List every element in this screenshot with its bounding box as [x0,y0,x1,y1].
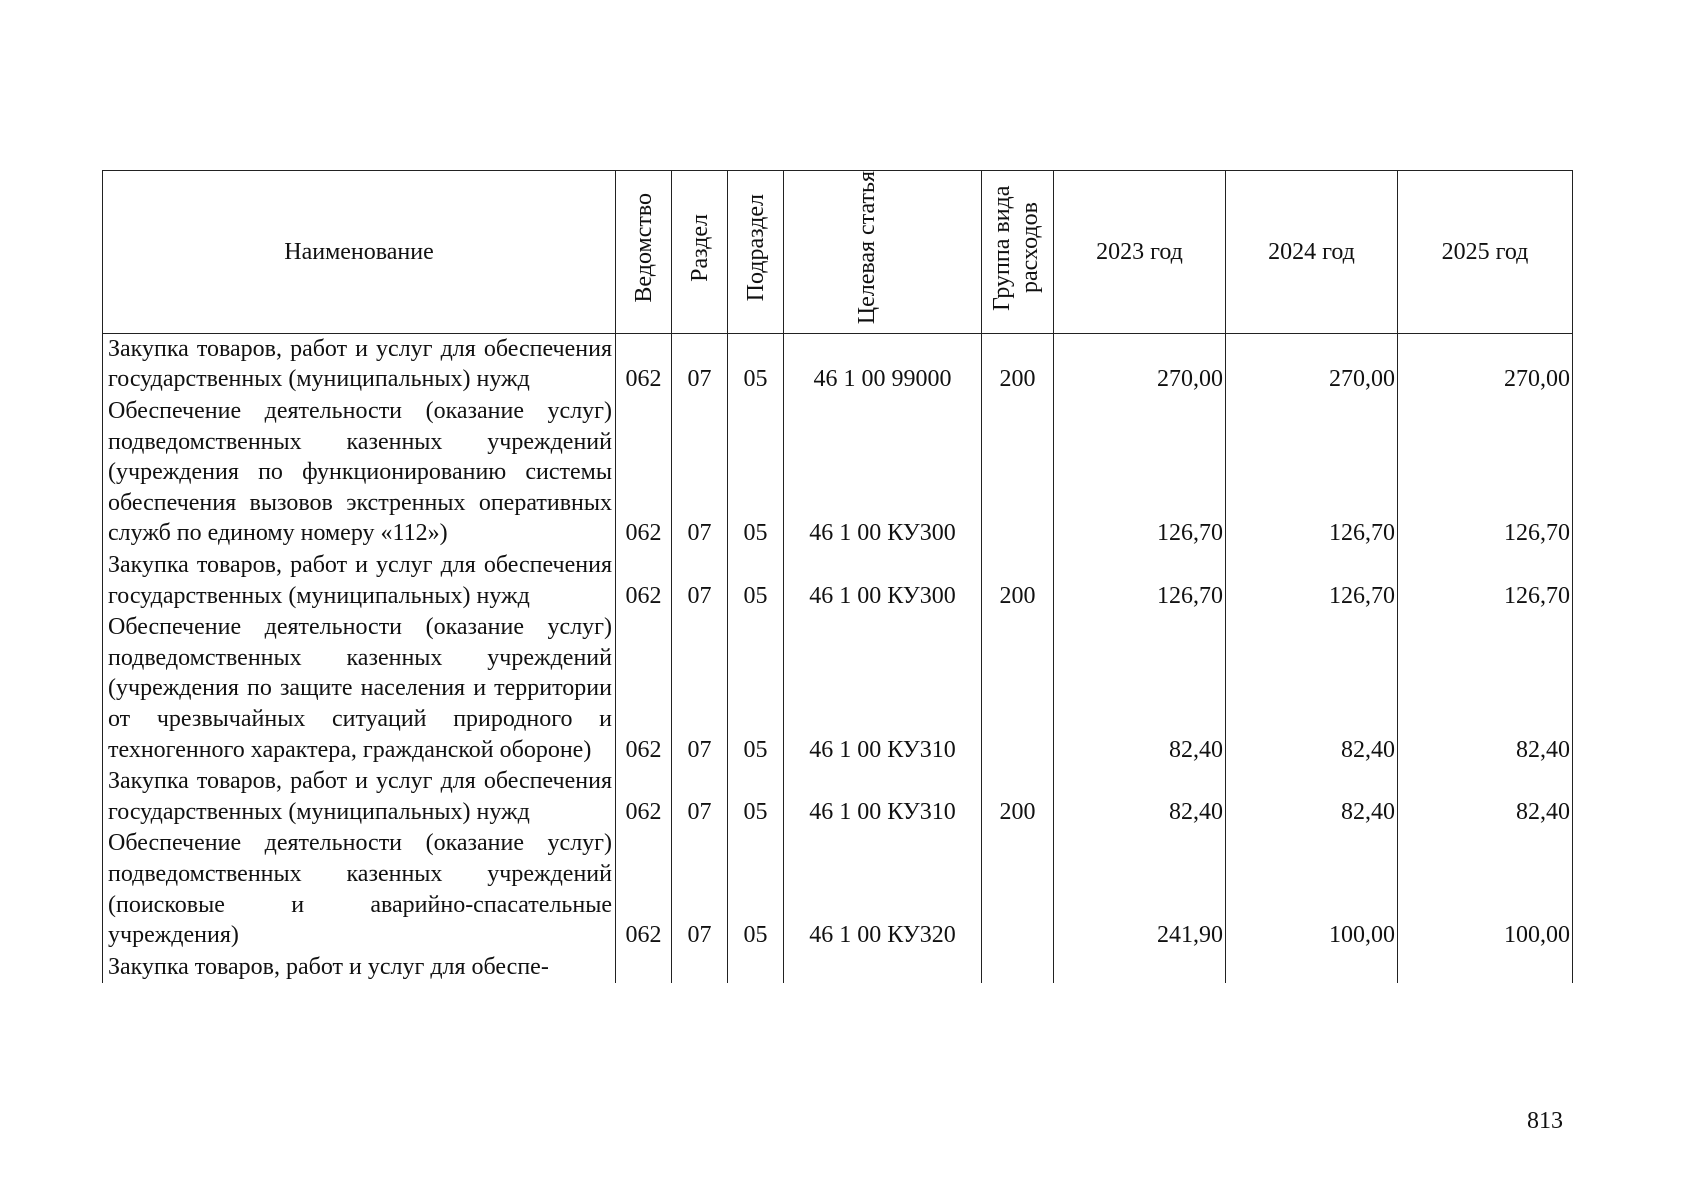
cell-gruppa-vida-rashodov: 200 [982,550,1054,612]
header-celevaya-statya: Целевая статья [784,171,982,334]
cell-year-2025: 82,40 [1398,612,1573,766]
cell-celevaya-statya [784,952,982,984]
cell-year-2024: 126,70 [1226,550,1398,612]
budget-table [102,170,1573,983]
cell-gruppa-vida-rashodov: 200 [982,333,1054,396]
header-year-2023: 2023 год [1054,171,1226,334]
cell-podrazdel: 05 [728,766,784,828]
header-year-2024: 2024 год [1226,171,1398,334]
cell-razdel: 07 [672,612,728,766]
header-gruppa-vida-rashodov: Группа вида расходов [982,171,1054,334]
cell-vedomstvo [616,952,672,984]
cell-year-2025 [1398,952,1573,984]
cell-gruppa-vida-rashodov: 200 [982,766,1054,828]
cell-celevaya-statya: 46 1 00 КУ300 [784,396,982,550]
cell-name: Обеспечение деятельности (оказание услуг) подведомственных казенных учреждений (учреждения по защите населения и территории от чрезвычайных ситуаций природного и техногенного характера, гражданской обороне) [103,612,616,766]
cell-podrazdel: 05 [728,333,784,396]
cell-year-2025: 270,00 [1398,333,1573,396]
cell-year-2023: 241,90 [1054,828,1226,951]
table-row [103,550,1573,612]
cell-vedomstvo: 062 [616,396,672,550]
cell-name: Закупка товаров, работ и услуг для обеспечения государственных (муниципальных) нужд [103,333,616,396]
cell-year-2023: 270,00 [1054,333,1226,396]
cell-razdel: 07 [672,766,728,828]
cell-year-2025: 126,70 [1398,550,1573,612]
table-row [103,828,1573,951]
cell-razdel: 07 [672,333,728,396]
cell-podrazdel: 05 [728,828,784,951]
cell-gruppa-vida-rashodov [982,612,1054,766]
cell-name: Обеспечение деятельности (оказание услуг) подведомственных казенных учреждений (поисковые и аварийно-спасательные учреждения) [103,828,616,951]
header-name: Наименование [103,171,616,334]
cell-vedomstvo: 062 [616,612,672,766]
cell-podrazdel: 05 [728,550,784,612]
cell-vedomstvo: 062 [616,828,672,951]
table-row [103,766,1573,828]
cell-celevaya-statya: 46 1 00 КУ310 [784,766,982,828]
header-razdel: Раздел [672,171,728,334]
cell-celevaya-statya: 46 1 00 КУ300 [784,550,982,612]
cell-razdel: 07 [672,396,728,550]
header-row [103,171,1573,334]
cell-year-2025: 82,40 [1398,766,1573,828]
cell-razdel: 07 [672,828,728,951]
cell-podrazdel: 05 [728,612,784,766]
cell-gruppa-vida-rashodov [982,828,1054,951]
cell-celevaya-statya: 46 1 00 КУ310 [784,612,982,766]
cell-razdel: 07 [672,550,728,612]
cell-year-2024 [1226,952,1398,984]
cell-celevaya-statya: 46 1 00 99000 [784,333,982,396]
table-row [103,396,1573,550]
page-number: 813 [1527,1108,1563,1134]
cell-year-2023: 126,70 [1054,396,1226,550]
cell-year-2024: 82,40 [1226,766,1398,828]
cell-celevaya-statya: 46 1 00 КУ320 [784,828,982,951]
cell-year-2024: 100,00 [1226,828,1398,951]
cell-name: Закупка товаров, работ и услуг для обеспечения государственных (муниципальных) нужд [103,550,616,612]
cell-year-2023: 126,70 [1054,550,1226,612]
cell-year-2025: 100,00 [1398,828,1573,951]
cell-gruppa-vida-rashodov [982,396,1054,550]
cell-name: Закупка товаров, работ и услуг для обеспе- [103,952,616,984]
table-body [103,333,1573,983]
cell-gruppa-vida-rashodov [982,952,1054,984]
table-row [103,333,1573,396]
cell-name: Обеспечение деятельности (оказание услуг) подведомственных казенных учреждений (учреждения по функционированию системы обеспечения вызовов экстренных оперативных служб по единому номеру «112») [103,396,616,550]
header-podrazdel: Подраздел [728,171,784,334]
cell-year-2023: 82,40 [1054,612,1226,766]
cell-year-2024: 82,40 [1226,612,1398,766]
cell-year-2025: 126,70 [1398,396,1573,550]
cell-podrazdel [728,952,784,984]
header-vedomstvo: Ведомство [616,171,672,334]
cell-year-2024: 126,70 [1226,396,1398,550]
cell-vedomstvo: 062 [616,333,672,396]
cell-razdel [672,952,728,984]
header-year-2025: 2025 год [1398,171,1573,334]
cell-podrazdel: 05 [728,396,784,550]
cell-year-2024: 270,00 [1226,333,1398,396]
table-row [103,612,1573,766]
table-row [103,952,1573,984]
cell-vedomstvo: 062 [616,766,672,828]
cell-year-2023: 82,40 [1054,766,1226,828]
cell-vedomstvo: 062 [616,550,672,612]
cell-year-2023 [1054,952,1226,984]
cell-name: Закупка товаров, работ и услуг для обеспечения государственных (муниципальных) нужд [103,766,616,828]
